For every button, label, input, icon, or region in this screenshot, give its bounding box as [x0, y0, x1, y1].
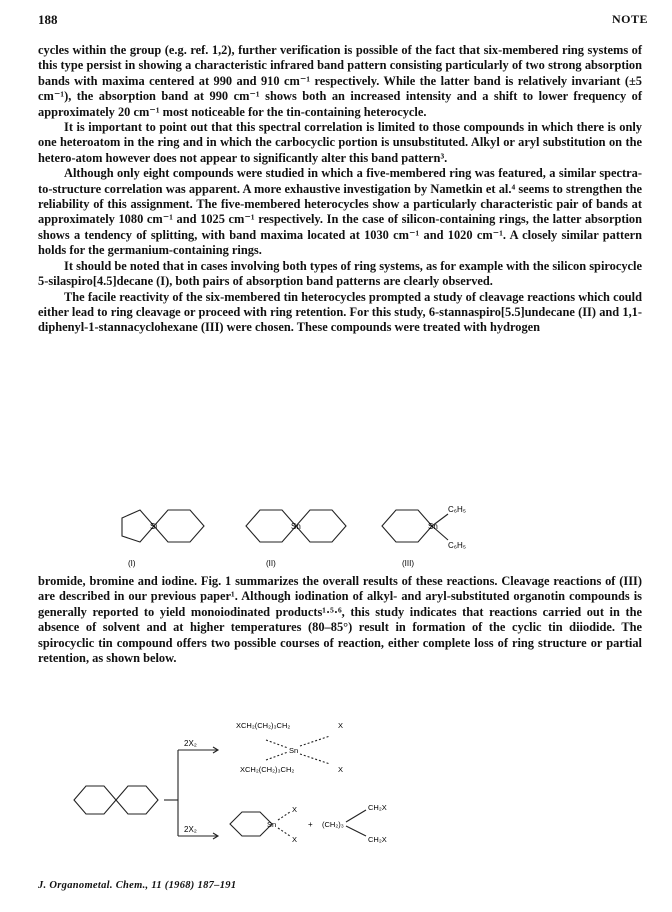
structures-figure [100, 496, 520, 574]
compound-label-iii: (III) [402, 559, 414, 568]
halogen-label: X [292, 805, 298, 814]
cyclohexane-ring [74, 786, 116, 814]
body-text-bottom [38, 574, 642, 666]
paragraph: It is important to point out that this spectral correlation is limited to those compounds in which there is only one heteroatom in the ring and in which the carbocyclic portion is unsubstituted. Alkyl or aryl substitution on the hetero-atom however does not appear to significantly alter this band pattern³. [38, 120, 642, 165]
compound-label-i: (I) [128, 559, 136, 568]
paragraph: cycles within the group (e.g. ref. 1,2), further verification is possible of the fact that six-membered ring systems of this type persist in showing a characteristic infrared band pattern consisting particularly of two strong absorption bands with maxima centered at 990 and 910 cm⁻¹ respectively. While the latter band is relatively invariant (±5 cm⁻¹), the absorption band at 990 cm⁻¹ shows both an increased intensity and a shift to lower frequency of approximately 20 cm⁻¹ most noticeable for the tin-containing heterocycle. [38, 43, 642, 119]
ch2x-label: CH₂X [368, 835, 387, 844]
sn-atom-label: Sn [289, 746, 299, 755]
chain-label: XCH₂(CH₂)₃CH₂ [236, 721, 291, 730]
chain-label: (CH₂)₃ [322, 820, 344, 829]
phenyl-label: C₆H₅ [448, 541, 467, 550]
halogen-label: X [292, 835, 298, 844]
sn-atom-label: Sn [428, 522, 438, 531]
paragraph: Although only eight compounds were studied in which a five-membered ring was featured, a similar spectra-to-structure correlation was apparent. A more exhaustive investigation by Nametkin et al.⁴ seems to strengthen the reliability of this assignment. The five-membered heterocycles show a particularly characteristic pair of bands at approximately 1080 cm⁻¹ and 1025 cm⁻¹ respectively. In the case of silicon-containing rings, the latter absorption shows a tendency of splitting, with band maxima located at 1030 cm⁻¹ and 1020 cm⁻¹. A closely similar pattern holds for the germanium-containing rings. [38, 166, 642, 258]
paragraph: bromide, bromine and iodine. Fig. 1 summarizes the overall results of these reactions. Cleavage reactions of (III) are described in our previous paper¹. Although iodination of alkyl- and aryl-substituted organotin compounds is generally reported to yield monoiodinated products¹·⁵·⁶, this study indicates that reactions carried out in the absence of solvent and at higher temperatures (80–85°) result in formation of the cyclic tin diiodide. The spirocyclic tin compound offers two possible courses of reaction, either complete loss of ring structure or partial retention, as shown below. [38, 574, 642, 666]
compound-label-ii: (II) [266, 559, 276, 568]
journal-citation: J. Organometal. Chem., 11 (1968) 187–191 [38, 880, 237, 891]
chain-label: XCH₂(CH₂)₃CH₂ [240, 765, 295, 774]
stannacyclohexane-ring [230, 812, 272, 836]
halogen-label: X [338, 765, 344, 774]
paragraph: It should be noted that in cases involving both types of ring systems, as for example with the silicon spirocycle 5-silaspiro[4.5]decane (I), both pairs of absorption band patterns are clearly observed. [38, 258, 642, 289]
sn-atom-label: Sn [291, 522, 301, 531]
cyclohexane-ring [154, 510, 204, 542]
reagent-label: 2X₂ [184, 825, 197, 834]
halogen-label: X [338, 721, 344, 730]
phenyl-label: C₆H₅ [448, 505, 467, 514]
stannacyclohexane-ring [382, 510, 432, 542]
page-number: 188 [38, 12, 58, 27]
ch2x-label: CH₂X [368, 803, 387, 812]
body-text-top [38, 43, 642, 336]
cyclohexane-ring [296, 510, 346, 542]
cyclohexane-ring [246, 510, 296, 542]
sn-atom-label: Sn [267, 820, 277, 829]
si-atom-label: Si [150, 522, 158, 531]
reaction-scheme [60, 718, 480, 850]
paragraph: The facile reactivity of the six-membered tin heterocycles prompted a study of cleavage reactions which could either lead to ring cleavage or proceed with ring retention. For this study, 6-stannaspiro[5.5]undecane (II) and 1,1-diphenyl-1-stannacyclohexane (III) were chosen. These compounds were treated with hydrogen [38, 289, 642, 335]
reagent-label: 2X₂ [184, 739, 197, 748]
cyclohexane-ring [116, 786, 158, 814]
section-label: NOTE [611, 12, 648, 26]
plus-sign: + [308, 820, 313, 829]
